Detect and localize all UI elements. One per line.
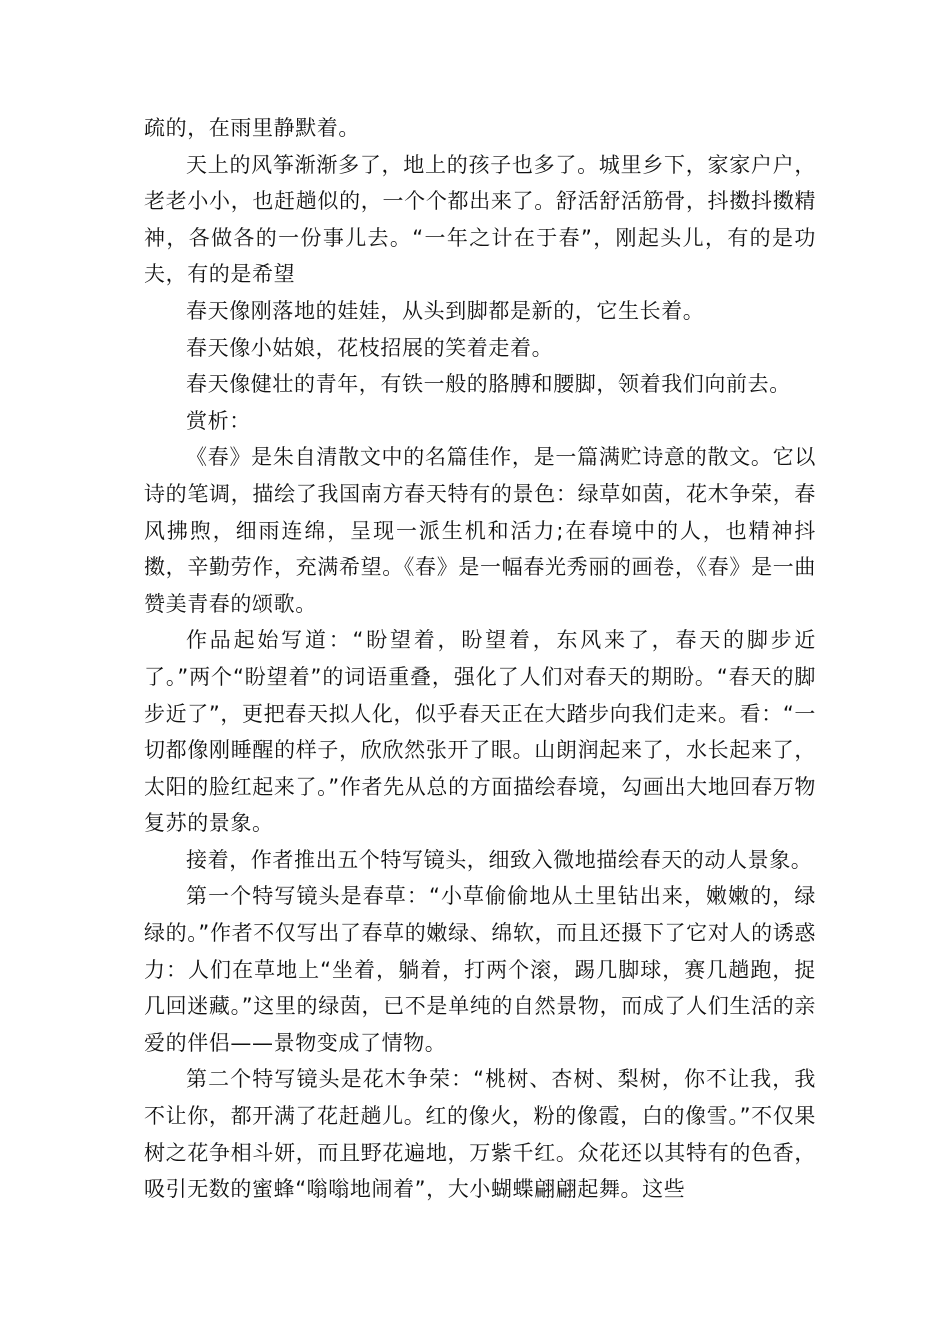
paragraph: 春天像小姑娘，花枝招展的笑着走着。 (186, 335, 554, 360)
paragraph: 第一个特写镜头是春草：“小草偷偷地从土里钻出来，嫩嫩的，绿绿的。”作者不仅写出了春草的嫩绿、绵软，而且还摄下了它对人的诱惑力：人们在草地上“坐着，躺着，打两个滚，踢几脚球，赛几趟跑，捉几回迷藏。”这里的绿茵，已不是单纯的自然景物，而成了人们生活的亲爱的伴侣——景物变成了情物。 (144, 884, 816, 1055)
paragraph: 作品起始写道：“盼望着，盼望着，东风来了，春天的脚步近了。”两个“盼望着”的词语重叠，强化了人们对春天的期盼。“春天的脚步近了”，更把春天拟人化，似乎春天正在大踏步向我们走来。看：“一切都像刚睡醒的样子，欣欣然张开了眼。山朗润起来了，水长起来了，太阳的脸红起来了。”作者先从总的方面描绘春境，勾画出大地回春万物复苏的景象。 (144, 628, 816, 836)
paragraph: 天上的风筝渐渐多了，地上的孩子也多了。城里乡下，家家户户，老老小小，也赶趟似的，一个个都出来了。舒活舒活筋骨，抖擞抖擞精神，各做各的一份事儿去。“一年之计在于春”，刚起头儿，有的是功夫，有的是希望 (144, 152, 816, 287)
paragraph: 接着，作者推出五个特写镜头，细致入微地描绘春天的动人景象。 (186, 847, 813, 872)
paragraph: 第二个特写镜头是花木争荣：“桃树、杏树、梨树，你不让我，我不让你，都开满了花赶趟儿。红的像火，粉的像霞，白的像雪。”不仅果树之花争相斗妍，而且野花遍地，万紫千红。众花还以其特有的色香，吸引无数的蜜蜂“嗡嗡地闹着”，大小蝴蝶翩翩起舞。这些 (144, 1067, 816, 1202)
paragraph: 春天像刚落地的娃娃，从头到脚都是新的，它生长着。 (186, 298, 705, 323)
paragraph: 《春》是朱自清散文中的名篇佳作，是一篇满贮诗意的散文。它以诗的笔调，描绘了我国南方春天特有的景色：绿草如茵，花木争荣，春风拂煦，细雨连绵，呈现一派生机和活力;在春境中的人，也精神抖擞，辛勤劳作，充满希望。《春》是一幅春光秀丽的画卷，《春》是一曲赞美青春的颂歌。 (144, 445, 816, 616)
paragraph: 疏的，在雨里静默着。 (144, 116, 360, 140)
section-heading-appreciation: 赏析： (186, 408, 251, 433)
paragraph: 春天像健壮的青年，有铁一般的胳膊和腰脚，领着我们向前去。 (186, 372, 791, 397)
body-text (144, 110, 816, 1208)
